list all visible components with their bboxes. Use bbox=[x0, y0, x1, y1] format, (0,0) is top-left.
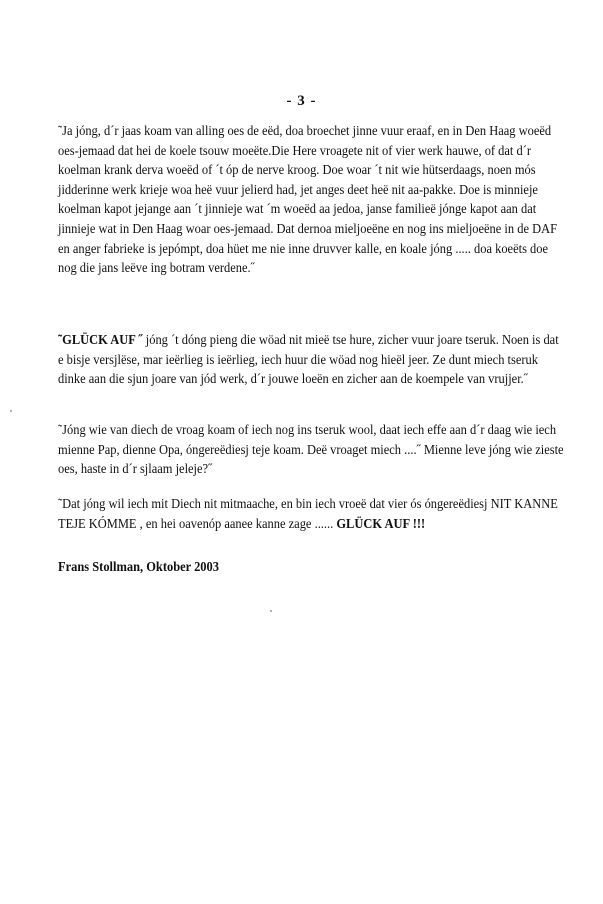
paragraph-3: ˜Jóng wie van diech de vroag koam of iech nog ins tseruk wool, daat iech effe aan d´r daag wie iech mienne Pap, dienne Opa, óngereëdiesj teje koam. Deë vroaget miech ....˝ Mienne leve jóng wie zieste oes, haste in d´r sjlaam jeleje?˝ bbox=[58, 422, 564, 477]
scan-speck bbox=[270, 610, 272, 612]
paragraph-4-closing: GLÜCK AUF !!! bbox=[336, 515, 426, 531]
page-number: - 3 - bbox=[286, 93, 317, 109]
paragraph-2-text: jóng ´t dóng pieng die wöad nit mieë tse hure, zicher vuur joare tseruk. Noen is dat e bisje versjlëse, mar ieërlieg is ieërlieg, iech huur die wöad nog hieël jeer. Ze dunt miech tseruk dinke aan die sjun joare van jód werk, d´r jouwe loeën en zicher aan de koempele van vrujjer.˝ bbox=[58, 332, 559, 387]
paragraph-4 bbox=[58, 494, 566, 533]
paragraph-2 bbox=[58, 330, 566, 389]
signature-line: Frans Stollman, Oktober 2003 bbox=[58, 559, 219, 574]
scan-speck bbox=[10, 410, 12, 412]
paragraph-2-lead: ˜GLÜCK AUF ˝ bbox=[58, 332, 143, 347]
paragraph-1: ˜Ja jóng, d´r jaas koam van alling oes de eëd, doa broechet jinne vuur eraaf, en in Den Haag woeëd oes-jemaad dat hei de koele tsouw moeëte.Die Here vroagete nit of vier werk hauwe, of dat d´r koelman krank derva woeëd of ´t óp de nerve kroog. Doe woar ´t nit wie hütserdaags, noen mós jidderinne werk krieje woa heë vuur jelierd had, jet anges deet heë nit aa-pakke. Doe is minnieje koelman kapot jejange aan ´t jinnieje wat ´m woeëd aa jedoa, janse familieë jónge kapot aan dat jinnieje wat in Den Haag woar oes-jemaad. Dat dernoa mieljoeëne en nog ins mieljoeëne in de DAF en anger fabrieke is jepómpt, doa hüet me nie inne druvver kalle, en koale jóng ..... doa koeëts doe nog die jans leëve ing botram verdene.˝ bbox=[58, 123, 558, 276]
paragraph-4-text: ˜Dat jóng wil iech mit Diech nit mitmaache, en bin iech vroeë dat vier ós óngereëdiesj NIT KANNE TEJE KÓMME , en hei oavenóp aanee kanne zage ...... bbox=[58, 496, 558, 531]
